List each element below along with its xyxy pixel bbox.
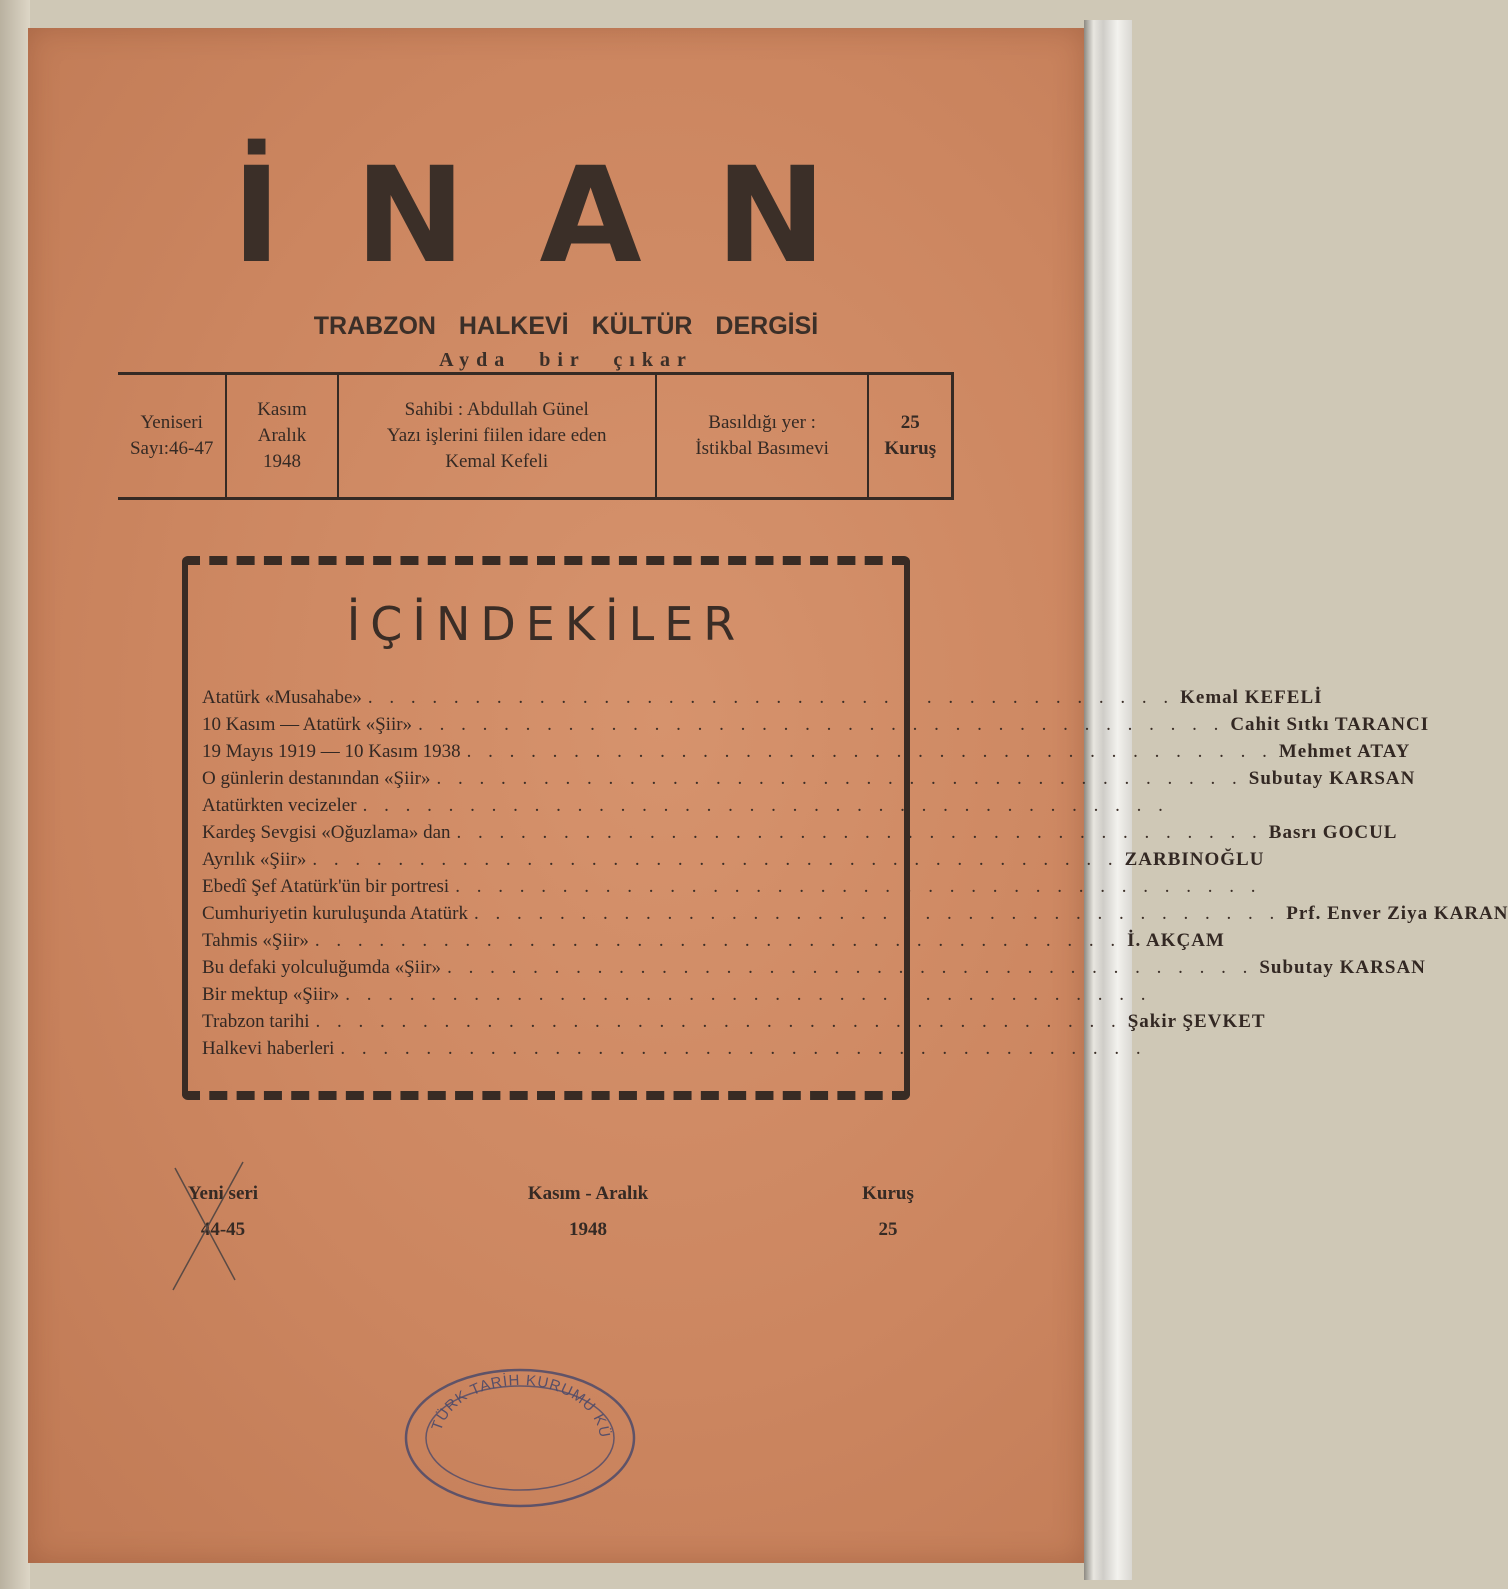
owner-cell — [339, 375, 657, 497]
toc-item-title: Ayrılık «Şiir» — [202, 849, 307, 870]
issue-info-table — [118, 372, 954, 500]
toc-item-title: Bu defaki yolculuğumda «Şiir» — [202, 957, 442, 978]
footer-series-label: Yeni seri — [187, 1183, 259, 1204]
toc-item-title: Ebedî Şef Atatürk'ün bir portresi — [202, 876, 450, 897]
toc-item-author: İ. AKÇAM — [1127, 930, 1225, 951]
stamp-text: TÜRK TARİH KURUMU KÜ — [428, 1371, 614, 1440]
toc-item — [202, 687, 1323, 714]
toc-leader-dots: . . . . . . . . . . . . . . . . . . . . . . . . . . . . . . . . . . . . . . — [315, 1011, 1122, 1032]
toc-item — [202, 984, 1152, 1011]
masthead-title: İNAN — [231, 139, 901, 293]
toc-leader-dots: . . . . . . . . . . . . . . . . . . . . . . . . . . . . . . . . . . . . . . — [312, 849, 1119, 870]
toc-item — [202, 849, 1265, 876]
publication-frequency: Ayda bir çıkar — [439, 349, 693, 371]
toc-item-title: Tahmis «Şiir» — [202, 930, 309, 951]
toc-item — [202, 768, 1416, 795]
year: 1948 — [263, 451, 302, 472]
toc-leader-dots: . . . . . . . . . . . . . . . . . . . . . . . . . . . . . . . . . . . . . . — [340, 1038, 1147, 1059]
toc-leader-dots: . . . . . . . . . . . . . . . . . . . . . . . . . . . . . . . . . . . . . . — [436, 768, 1243, 789]
toc-item-title: O günlerin destanından «Şiir» — [202, 768, 431, 789]
toc-item — [202, 957, 1426, 984]
toc-item — [202, 1038, 1147, 1065]
toc-item-title: Atatürkten vecizeler — [202, 795, 357, 816]
series-cell — [118, 375, 227, 497]
toc-item-author: Mehmet ATAY — [1278, 741, 1411, 762]
footer-series — [168, 1176, 278, 1248]
toc-leader-dots: . . . . . . . . . . . . . . . . . . . . . . . . . . . . . . . . . . . . . . — [455, 876, 1262, 897]
toc-item-title: Cumhuriyetin kuruluşunda Atatürk — [202, 903, 468, 924]
svg-text:TÜRK TARİH KURUMU KÜTÜPHANESİ — [400, 1360, 614, 1440]
toc-item — [202, 822, 1398, 849]
toc-item-author: Cahit Sıtkı TARANCI — [1230, 714, 1430, 735]
toc-item — [202, 714, 1430, 741]
toc-item-title: 19 Mayıs 1919 — 10 Kasım 1938 — [202, 741, 461, 762]
printer-cell — [657, 375, 870, 497]
month-2: Aralık — [257, 425, 307, 446]
masthead-subtitle: TRABZON HALKEVİ KÜLTÜR DERGİSİ — [313, 312, 819, 340]
toc-item-author: Kemal KEFELİ — [1180, 687, 1323, 708]
footer-price-unit: Kuruş — [862, 1183, 914, 1204]
toc-item — [202, 903, 1508, 930]
toc-item-title: Bir mektup «Şiir» — [202, 984, 340, 1005]
toc-item — [202, 795, 1169, 822]
footer-date — [488, 1176, 688, 1248]
footer-price — [838, 1176, 938, 1248]
toc-leader-dots: . . . . . . . . . . . . . . . . . . . . . . . . . . . . . . . . . . . . . . — [447, 957, 1254, 978]
toc-item — [202, 1011, 1266, 1038]
toc-leader-dots: . . . . . . . . . . . . . . . . . . . . . . . . . . . . . . . . . . . . . . — [418, 714, 1225, 735]
price-unit: Kuruş — [884, 438, 937, 459]
month-1: Kasım — [257, 399, 307, 420]
toc-item — [202, 876, 1262, 903]
footer-issue-number: 44-45 — [200, 1219, 246, 1240]
toc-item — [202, 741, 1411, 768]
price-value: 25 — [900, 412, 920, 433]
toc-leader-dots: . . . . . . . . . . . . . . . . . . . . . . . . . . . . . . . . . . . . . . — [466, 741, 1273, 762]
issue-number: Sayı:46-47 — [129, 438, 214, 459]
table-of-contents — [182, 556, 1508, 1100]
footer-months: Kasım - Aralık — [527, 1183, 649, 1204]
toc-item-title: Halkevi haberleri — [202, 1038, 335, 1059]
date-cell — [227, 375, 338, 497]
toc-item-author: Basrı GOCUL — [1268, 822, 1398, 843]
toc-leader-dots: . . . . . . . . . . . . . . . . . . . . . . . . . . . . . . . . . . . . . . — [314, 930, 1122, 951]
toc-leader-dots: . . . . . . . . . . . . . . . . . . . . . . . . . . . . . . . . . . . . . . — [362, 795, 1169, 816]
toc-item-author: Prf. Enver Ziya KARAN — [1286, 903, 1508, 924]
toc-leader-dots: . . . . . . . . . . . . . . . . . . . . . . . . . . . . . . . . . . . . . . — [473, 903, 1281, 924]
printed-label: Basıldığı yer : — [708, 412, 816, 433]
footer-price-value: 25 — [878, 1219, 898, 1240]
toc-item-title: Trabzon tarihi — [202, 1011, 310, 1032]
toc-item-author: Subutay KARSAN — [1248, 768, 1416, 789]
toc-item-author: ZARBINOĞLU — [1124, 849, 1265, 870]
toc-item-title: 10 Kasım — Atatürk «Şiir» — [202, 714, 413, 735]
toc-item-title: Kardeş Sevgisi «Oğuzlama» dan — [202, 822, 451, 843]
toc-item-author: Şakir ŞEVKET — [1127, 1011, 1266, 1032]
toc-leader-dots: . . . . . . . . . . . . . . . . . . . . . . . . . . . . . . . . . . . . . . — [456, 822, 1263, 843]
stamp-ring-icon — [400, 1360, 640, 1510]
footer-year: 1948 — [569, 1219, 607, 1240]
editor-name: Kemal Kefeli — [445, 451, 549, 472]
library-stamp — [400, 1360, 640, 1510]
editor-line: Yazı işlerini fiilen idare eden — [386, 425, 607, 446]
series-label: Yeniseri — [140, 412, 203, 433]
toc-list — [202, 687, 1508, 1065]
owner: Sahibi : Abdullah Günel — [404, 399, 589, 420]
toc-leader-dots: . . . . . . . . . . . . . . . . . . . . . . . . . . . . . . . . . . . . . . — [345, 984, 1152, 1005]
toc-leader-dots: . . . . . . . . . . . . . . . . . . . . . . . . . . . . . . . . . . . . . . — [367, 687, 1175, 708]
toc-item-author: Subutay KARSAN — [1259, 957, 1426, 978]
toc-item-title: Atatürk «Musahabe» — [202, 687, 362, 708]
toc-title: İÇİNDEKİLER — [346, 597, 746, 651]
price-cell — [869, 375, 954, 497]
toc-item — [202, 930, 1225, 957]
printer-name: İstikbal Basımevi — [695, 438, 829, 459]
